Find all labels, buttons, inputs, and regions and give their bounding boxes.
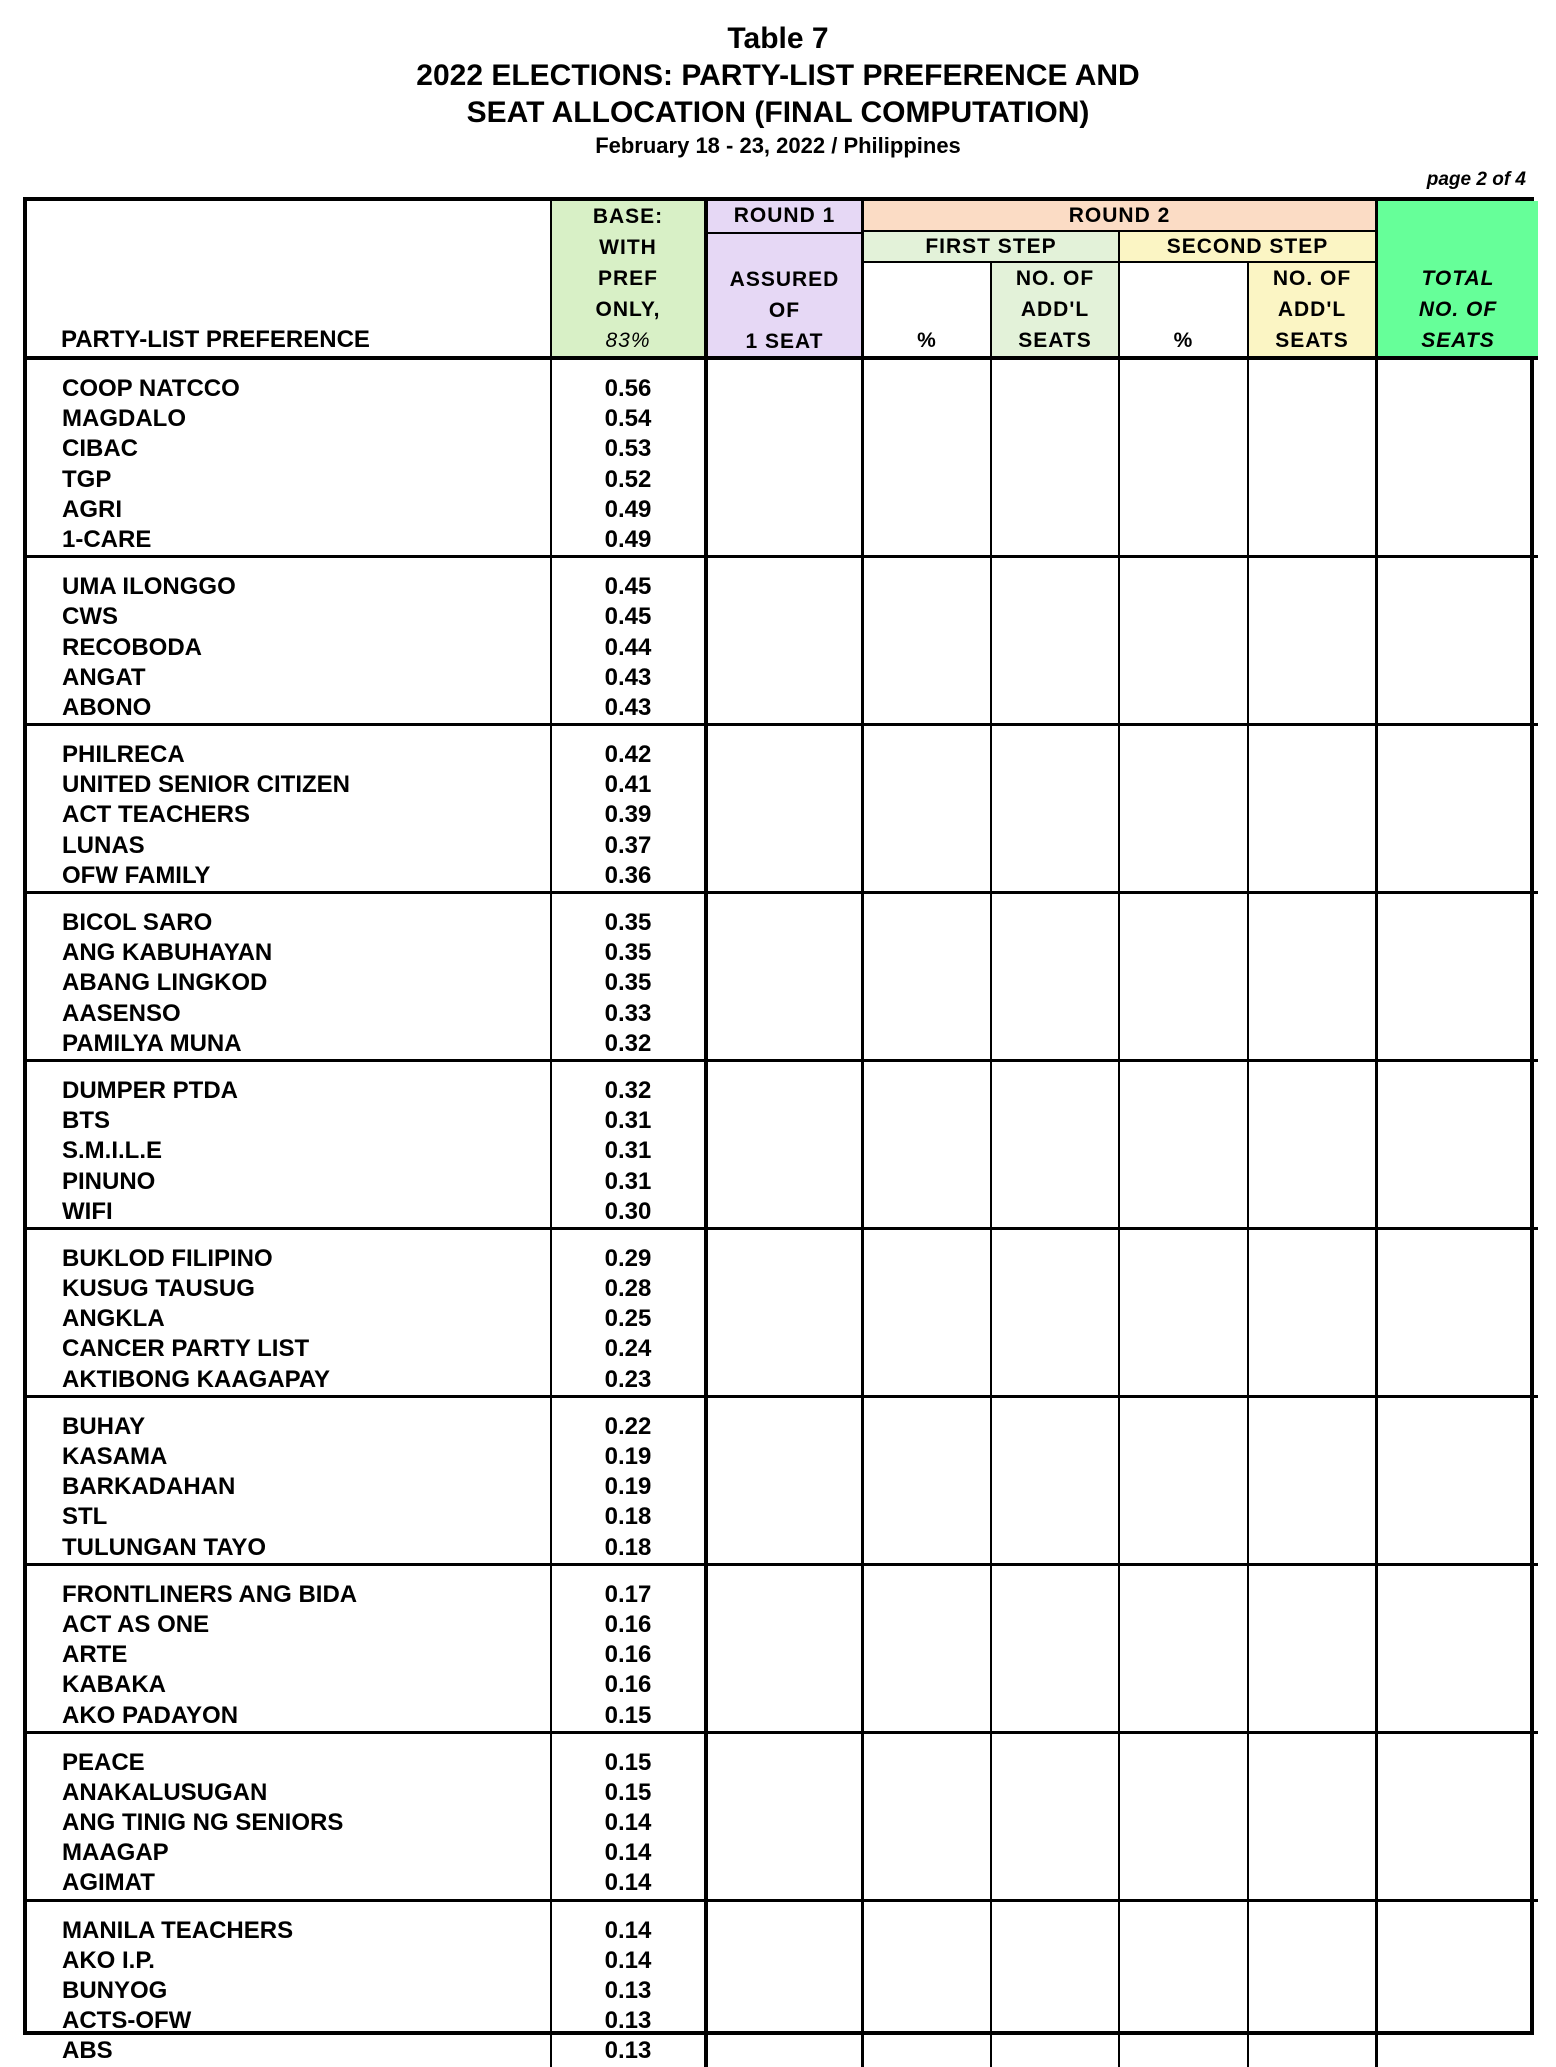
party-name: CIBAC <box>62 435 138 463</box>
first-step-percent-header <box>864 263 992 356</box>
party-preference-value: 0.31 <box>604 1137 652 1165</box>
party-preference-value: 0.36 <box>604 861 652 889</box>
party-name: PAMILYA MUNA <box>62 1029 242 1057</box>
round1-header <box>708 201 864 360</box>
party-preference-value: 0.45 <box>604 603 652 631</box>
base-column-header <box>552 201 708 360</box>
second-step-percent-cell <box>1120 1902 1249 2067</box>
party-name: ANAKALUSUGAN <box>62 1778 268 1806</box>
party-name: BUNYOG <box>62 1977 168 2004</box>
second-step-percent-cell <box>1120 1230 1249 1398</box>
party-name: 1-CARE <box>62 525 152 553</box>
party-name: KUSUG TAUSUG <box>62 1275 255 1303</box>
party-preference-value: 0.31 <box>604 1167 652 1195</box>
party-preference-value: 0.14 <box>604 1869 652 1897</box>
party-name: CWS <box>62 603 118 631</box>
party-preference-value: 0.35 <box>604 969 652 997</box>
total-seats-cell <box>1378 558 1538 726</box>
second-step-label: SECOND STEP <box>1120 232 1375 263</box>
party-preference-value: 0.31 <box>604 1107 652 1135</box>
party-preference-value: 0.19 <box>604 1473 652 1501</box>
first-step-addl-cell <box>992 1734 1120 1902</box>
first-step-percent-cell <box>864 894 992 1062</box>
party-group-names <box>27 360 552 558</box>
party-group-values <box>552 558 708 726</box>
party-group-values <box>552 1902 708 2067</box>
party-preference-value: 0.44 <box>604 633 652 661</box>
total-seats-cell <box>1378 894 1538 1062</box>
second-step-percent-cell <box>1120 558 1249 726</box>
party-name: LUNAS <box>62 831 145 859</box>
party-column-label: PARTY-LIST PREFERENCE <box>61 326 370 353</box>
party-preference-value: 0.43 <box>604 663 652 691</box>
party-preference-value: 0.49 <box>604 525 652 553</box>
party-name: OFW FAMILY <box>62 861 211 889</box>
first-step-percent-cell <box>864 558 992 726</box>
party-name: UMA ILONGGO <box>62 573 236 601</box>
party-preference-value: 0.53 <box>604 435 652 463</box>
first-step-percent-cell <box>864 1062 992 1230</box>
first-step-addl-cell <box>992 894 1120 1062</box>
party-preference-value: 0.15 <box>604 1748 652 1776</box>
party-name: STL <box>62 1503 108 1531</box>
party-name: BUKLOD FILIPINO <box>62 1244 273 1272</box>
base-header-line: ONLY, <box>595 298 661 321</box>
party-group-names <box>27 1230 552 1398</box>
party-group-names <box>27 1902 552 2067</box>
party-name: ABS <box>62 2037 113 2065</box>
party-preference-value: 0.45 <box>604 573 652 601</box>
party-name: MAGDALO <box>62 405 186 433</box>
round2-header <box>864 201 1378 360</box>
assured-seat-cell <box>708 1398 864 1566</box>
table-title-line2: SEAT ALLOCATION (FINAL COMPUTATION) <box>466 96 1090 129</box>
table-title-line1: 2022 ELECTIONS: PARTY-LIST PREFERENCE AND <box>416 59 1140 92</box>
first-step-addl-cell <box>992 360 1120 558</box>
party-name: ANGAT <box>62 663 146 691</box>
second-step-percent-cell <box>1120 360 1249 558</box>
party-name: ANGKLA <box>62 1305 165 1333</box>
total-line: TOTAL <box>1421 267 1495 290</box>
party-name: ACTS-OFW <box>62 2007 192 2035</box>
party-preference-value: 0.16 <box>604 1641 652 1669</box>
party-group-values <box>552 1230 708 1398</box>
total-seats-cell <box>1378 1398 1538 1566</box>
first-step-addl-cell <box>992 558 1120 726</box>
party-preference-value: 0.54 <box>604 405 652 433</box>
party-name: PEACE <box>62 1748 145 1776</box>
assured-seat-cell <box>708 894 864 1062</box>
first-step-percent-cell <box>864 1566 992 1734</box>
party-name: UNITED SENIOR CITIZEN <box>62 771 351 799</box>
total-line: NO. OF <box>1418 298 1498 321</box>
party-name: BUHAY <box>62 1412 146 1440</box>
first-step-addl-cell <box>992 1902 1120 2067</box>
party-preference-value: 0.13 <box>604 1977 652 2004</box>
party-preference-value: 0.13 <box>604 2037 652 2065</box>
first-step-addl-cell <box>992 726 1120 894</box>
first-step-percent-cell <box>864 726 992 894</box>
party-name: DUMPER PTDA <box>62 1076 239 1104</box>
party-preference-value: 0.42 <box>604 741 652 769</box>
first-step-percent-cell <box>864 360 992 558</box>
addl-line: SEATS <box>1275 329 1349 352</box>
round1-subheader <box>708 234 861 356</box>
assured-seat-cell <box>708 1062 864 1230</box>
percent-label: % <box>917 329 937 352</box>
party-preference-value: 0.14 <box>604 1839 652 1867</box>
round1-line: 1 SEAT <box>745 330 824 353</box>
total-seats-cell <box>1378 1902 1538 2067</box>
base-header-line: BASE: <box>592 205 664 228</box>
party-preference-value: 0.23 <box>604 1365 652 1393</box>
party-preference-value: 0.33 <box>604 999 652 1027</box>
first-step-addl-cell <box>992 1062 1120 1230</box>
total-seats-cell <box>1378 1734 1538 1902</box>
first-step-addl-header <box>992 263 1120 356</box>
party-name: PINUNO <box>62 1167 156 1195</box>
party-name: BARKADAHAN <box>62 1473 236 1501</box>
second-step-addl-cell <box>1249 1566 1378 1734</box>
party-preference-value: 0.37 <box>604 831 652 859</box>
second-step-percent-header <box>1120 263 1249 356</box>
party-preference-value: 0.16 <box>604 1610 652 1638</box>
party-name: AASENSO <box>62 999 181 1027</box>
total-seats-header <box>1378 201 1538 360</box>
party-name: TULUNGAN TAYO <box>62 1533 266 1561</box>
party-group-names <box>27 894 552 1062</box>
second-step-percent-cell <box>1120 894 1249 1062</box>
base-header-line: PREF <box>597 267 658 290</box>
party-group-values <box>552 360 708 558</box>
party-name: AKO I.P. <box>62 1946 155 1974</box>
second-step-percent-cell <box>1120 1566 1249 1734</box>
party-group-values <box>552 726 708 894</box>
party-name: CANCER PARTY LIST <box>62 1335 310 1363</box>
party-name: AGIMAT <box>62 1869 155 1897</box>
party-name: AKTIBONG KAAGAPAY <box>62 1365 331 1393</box>
first-step-addl-cell <box>992 1566 1120 1734</box>
party-preference-value: 0.49 <box>604 495 652 523</box>
table-grid <box>23 197 1534 2065</box>
page-label: page 2 of 4 <box>1426 169 1526 190</box>
party-name: S.M.I.L.E <box>62 1137 163 1165</box>
party-preference-value: 0.30 <box>604 1197 652 1225</box>
party-group-names <box>27 1062 552 1230</box>
addl-line: ADD'L <box>1277 298 1347 321</box>
party-name: RECOBODA <box>62 633 203 661</box>
party-name: AGRI <box>62 495 122 523</box>
round1-label: ROUND 1 <box>708 201 861 234</box>
party-group-names <box>27 1566 552 1734</box>
party-preference-value: 0.13 <box>604 2007 652 2035</box>
party-preference-value: 0.15 <box>604 1701 652 1729</box>
party-group-values <box>552 1398 708 1566</box>
total-line: SEATS <box>1421 329 1495 352</box>
seat-allocation-table <box>23 197 1534 2065</box>
second-step-addl-cell <box>1249 894 1378 1062</box>
party-preference-value: 0.56 <box>604 375 652 402</box>
title-block <box>0 20 1556 161</box>
party-name: ANG KABUHAYAN <box>62 939 273 967</box>
party-preference-value: 0.41 <box>604 771 652 799</box>
assured-seat-cell <box>708 1230 864 1398</box>
second-step-addl-cell <box>1249 1734 1378 1902</box>
assured-seat-cell <box>708 1566 864 1734</box>
party-name: BICOL SARO <box>62 909 213 936</box>
party-name: ANG TINIG NG SENIORS <box>62 1809 344 1837</box>
second-step-addl-cell <box>1249 1230 1378 1398</box>
party-preference-value: 0.32 <box>604 1029 652 1057</box>
first-step-percent-cell <box>864 1230 992 1398</box>
second-step-addl-cell <box>1249 1902 1378 2067</box>
second-step-addl-cell <box>1249 1398 1378 1566</box>
party-preference-value: 0.16 <box>604 1671 652 1699</box>
assured-seat-cell <box>708 1734 864 1902</box>
party-group-names <box>27 726 552 894</box>
party-preference-value: 0.14 <box>604 1946 652 1974</box>
party-preference-value: 0.43 <box>604 693 652 721</box>
party-preference-value: 0.39 <box>604 801 652 829</box>
first-step-percent-cell <box>864 1902 992 2067</box>
round2-label: ROUND 2 <box>864 201 1375 232</box>
second-step-percent-cell <box>1120 1062 1249 1230</box>
table-number: Table 7 <box>727 22 829 55</box>
party-name: ACT TEACHERS <box>62 801 251 829</box>
party-group-values <box>552 1062 708 1230</box>
party-name: COOP NATCCO <box>62 375 240 402</box>
second-step-percent-cell <box>1120 1734 1249 1902</box>
party-preference-value: 0.25 <box>604 1305 652 1333</box>
assured-seat-cell <box>708 558 864 726</box>
percent-label: % <box>1173 329 1194 352</box>
party-name: ACT AS ONE <box>62 1610 210 1638</box>
second-step-addl-header <box>1249 263 1375 356</box>
party-preference-value: 0.52 <box>604 465 652 493</box>
party-preference-value: 0.19 <box>604 1443 652 1470</box>
party-preference-value: 0.28 <box>604 1275 652 1303</box>
base-header-percent: 83% <box>605 329 651 352</box>
party-name: WIFI <box>62 1197 113 1225</box>
party-name: TGP <box>62 465 112 493</box>
total-seats-cell <box>1378 1230 1538 1398</box>
addl-line: NO. OF <box>1272 267 1352 290</box>
total-seats-cell <box>1378 360 1538 558</box>
total-seats-cell <box>1378 1566 1538 1734</box>
party-name: MAAGAP <box>62 1839 169 1867</box>
first-step-percent-cell <box>864 1398 992 1566</box>
assured-seat-cell <box>708 726 864 894</box>
party-group-names <box>27 1398 552 1566</box>
assured-seat-cell <box>708 360 864 558</box>
party-preference-value: 0.24 <box>604 1335 652 1363</box>
round1-line: ASSURED <box>729 268 840 291</box>
addl-line: NO. OF <box>1015 267 1095 290</box>
party-preference-value: 0.14 <box>604 1916 652 1944</box>
party-preference-value: 0.32 <box>604 1076 652 1104</box>
addl-line: SEATS <box>1018 329 1092 352</box>
table-subtitle: February 18 - 23, 2022 / Philippines <box>595 133 961 158</box>
second-step-addl-cell <box>1249 1062 1378 1230</box>
second-step-percent-cell <box>1120 726 1249 894</box>
party-name: ABANG LINGKOD <box>62 969 268 997</box>
party-preference-value: 0.18 <box>604 1503 652 1531</box>
round1-line: OF <box>768 299 801 322</box>
party-preference-value: 0.22 <box>604 1412 652 1440</box>
party-column-header <box>27 201 552 360</box>
total-seats-cell <box>1378 1062 1538 1230</box>
party-name: KASAMA <box>62 1443 168 1470</box>
party-preference-value: 0.29 <box>604 1244 652 1272</box>
second-step-percent-cell <box>1120 1398 1249 1566</box>
party-group-names <box>27 558 552 726</box>
party-group-values <box>552 1734 708 1902</box>
party-preference-value: 0.14 <box>604 1809 652 1837</box>
first-step-addl-cell <box>992 1398 1120 1566</box>
base-header-line: WITH <box>599 236 657 259</box>
party-preference-value: 0.17 <box>604 1580 652 1608</box>
total-seats-cell <box>1378 726 1538 894</box>
party-group-values <box>552 1566 708 1734</box>
first-step-addl-cell <box>992 1230 1120 1398</box>
first-step-percent-cell <box>864 1734 992 1902</box>
party-name: AKO PADAYON <box>62 1701 239 1729</box>
party-preference-value: 0.18 <box>604 1533 652 1561</box>
first-step-label: FIRST STEP <box>864 232 1120 263</box>
party-preference-value: 0.15 <box>604 1778 652 1806</box>
party-name: MANILA TEACHERS <box>62 1916 294 1944</box>
second-step-addl-cell <box>1249 726 1378 894</box>
party-group-names <box>27 1734 552 1902</box>
party-preference-value: 0.35 <box>604 939 652 967</box>
party-name: ARTE <box>62 1641 128 1669</box>
party-name: PHILRECA <box>62 741 185 769</box>
party-group-values <box>552 894 708 1062</box>
party-name: FRONTLINERS ANG BIDA <box>62 1580 358 1608</box>
party-preference-value: 0.35 <box>604 909 652 936</box>
party-name: BTS <box>62 1107 110 1135</box>
party-name: ABONO <box>62 693 152 721</box>
assured-seat-cell <box>708 1902 864 2067</box>
second-step-addl-cell <box>1249 558 1378 726</box>
second-step-addl-cell <box>1249 360 1378 558</box>
addl-line: ADD'L <box>1020 298 1090 321</box>
party-name: KABAKA <box>62 1671 166 1699</box>
